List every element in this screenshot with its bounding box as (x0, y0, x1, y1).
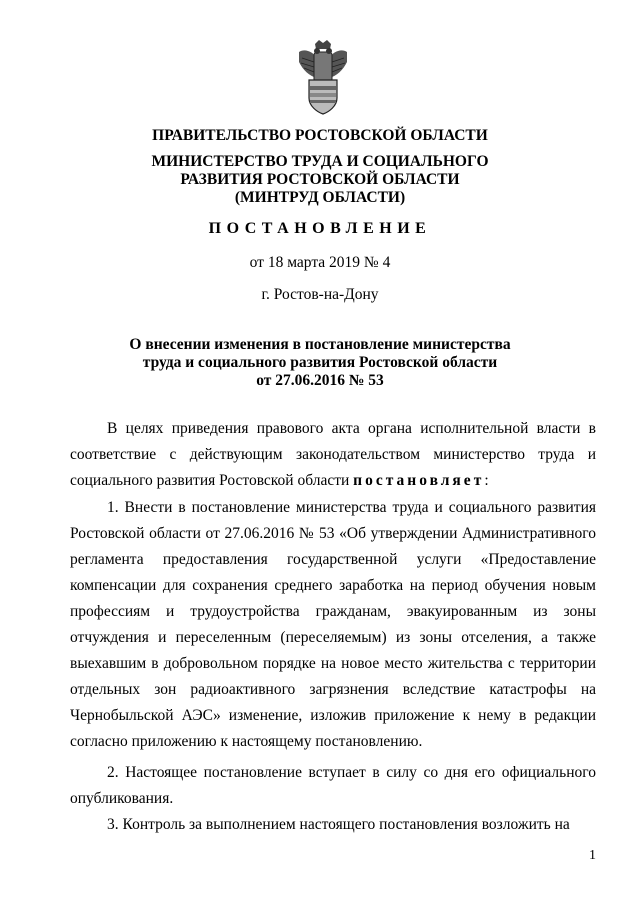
item-3-text: 3. Контроль за выполнением настоящего постановления возложить на (107, 816, 570, 833)
item-1-text: 1. Внести в постановление министерства труда и социального развития Ростовской области от 27.06.2016 № 53 «Об утверждении Административного регламента предоставления государственной услуги «Предоставление компенсации для сохранения среднего заработка на период обучения новым профессиям и трудоустройства гражданам, эвакуированным из зоны отчуждения и переселенным (переселяемым) из зоны отселения, а также выехавшим в добровольном порядке на новое место жительства с территории отдельных зон радиоактивного загрязнения вследствие катастрофы на Чернобыльской АЭС» изменение, изложив приложение к нему в редакции согласно приложению к настоящему постановлению. (70, 499, 596, 750)
ministry-title-line-1: МИНИСТЕРСТВО ТРУДА И СОЦИАЛЬНОГО (151, 153, 489, 170)
intro-text: В целях приведения правового акта органа исполнительной власти в соответствие с действующим законодательством министерство труда и социального развития Ростовской области (70, 420, 596, 489)
subject-line-1: О внесении изменения в постановление министерства (129, 336, 511, 353)
ministry-title-line-2: РАЗВИТИЯ РОСТОВСКОЙ ОБЛАСТИ (180, 171, 460, 188)
item-2-paragraph (70, 760, 596, 812)
government-title: ПРАВИТЕЛЬСТВО РОСТОВСКОЙ ОБЛАСТИ (152, 127, 488, 144)
item-1-paragraph (70, 495, 596, 755)
item-2-text: 2. Настоящее постановление вступает в силу со дня его официального опубликования. (70, 764, 596, 807)
coat-of-arms-icon (295, 38, 351, 116)
document-date-number: от 18 марта 2019 № 4 (249, 254, 391, 271)
intro-paragraph (70, 416, 596, 494)
document-type: ПОСТАНОВЛЕНИЕ (208, 220, 432, 237)
ministry-title (0, 153, 640, 207)
document-city: г. Ростов-на-Дону (261, 286, 379, 303)
intro-colon: : (484, 472, 489, 489)
page-number: 1 (589, 848, 596, 863)
ministry-title-line-3: (МИНТРУД ОБЛАСТИ) (234, 189, 406, 206)
subject-line-2: труда и социального развития Ростовской области (142, 354, 498, 371)
subject-line-3: от 27.06.2016 № 53 (256, 372, 384, 389)
item-3-paragraph (70, 812, 596, 838)
intro-decree-word: постановляет (353, 472, 485, 489)
document-subject (0, 336, 640, 390)
